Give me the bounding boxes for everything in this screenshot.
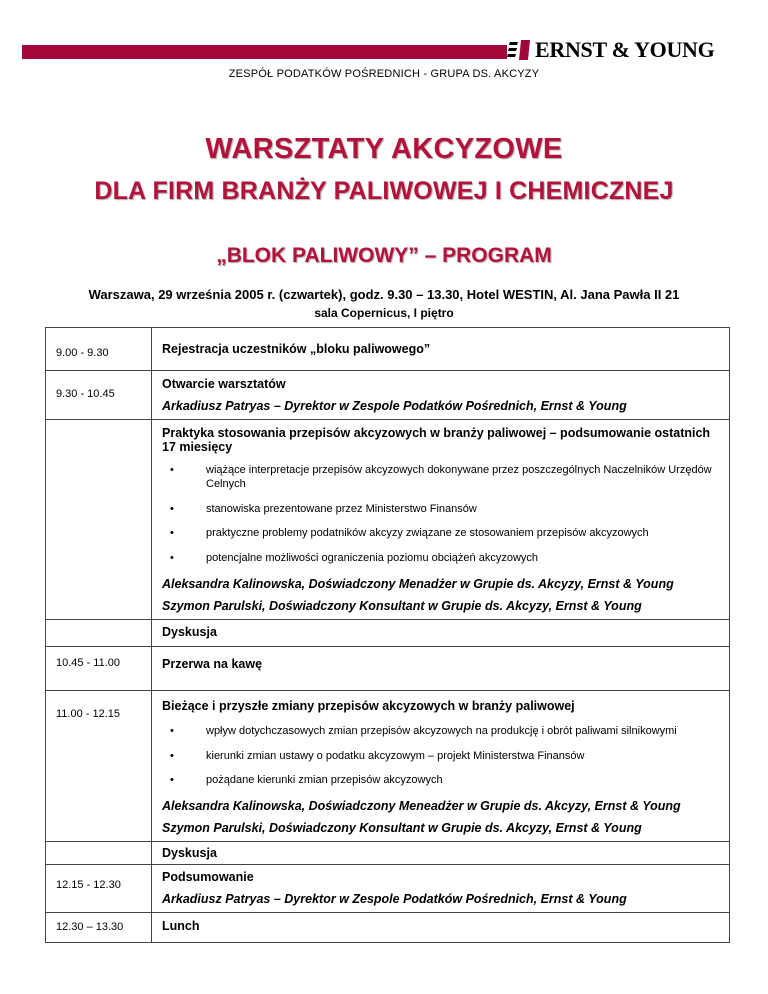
agenda-content [152,842,730,865]
page-subtitle: DLA FIRM BRANŻY PALIWOWEJ I CHEMICZNEJ [94,177,674,205]
agenda-content [152,690,730,841]
agenda-time [46,619,152,646]
agenda-row [46,619,730,646]
agenda-time: 12.30 – 13.30 [46,913,152,943]
agenda-time: 9.00 - 9.30 [46,328,152,371]
agenda-title: Dyskusja [162,624,217,639]
agenda-table [45,327,730,943]
agenda-bullet-list [162,464,721,566]
list-item: • pożądane kierunki zmian przepisów akcyzowych [170,774,443,787]
agenda-speaker: Arkadiusz Patryas – Dyrektor w Zespole Podatków Pośrednich, Ernst & Young [162,399,627,413]
program-title: „BLOK PALIWOWY” – PROGRAM [216,244,552,267]
agenda-speaker: Szymon Parulski, Doświadczony Konsultant w Grupie ds. Akcyzy, Ernst & Young [162,821,642,835]
agenda-title: Praktyka stosowania przepisów akcyzowych w branży paliwowej – podsumowanie ostatnich 17 miesięcy [162,426,711,454]
agenda-title: Otwarcie warsztatów [162,377,286,391]
agenda-content [152,646,730,690]
event-details: Warszawa, 29 września 2005 r. (czwartek), godz. 9.30 – 13.30, Hotel WESTIN, Al. Jana Pawła II 21 [88,287,680,302]
list-item: • praktyczne problemy podatników akcyzy związane ze stosowaniem przepisów akcyzowych [170,527,649,540]
agenda-speaker: Szymon Parulski, Doświadczony Konsultant w Grupie ds. Akcyzy, Ernst & Young [162,598,642,613]
ernst-young-logo [506,38,714,62]
agenda-time [46,420,152,620]
agenda-time: 9.30 - 10.45 [46,371,152,420]
agenda-speaker: Aleksandra Kalinowska, Doświadczony Meneadżer w Grupie ds. Akcyzy, Ernst & Young [162,799,681,813]
bullet-icon: • [170,552,174,564]
ey-logo-icon [506,39,532,61]
agenda-time: 11.00 - 12.15 [46,690,152,841]
agenda-row [46,371,730,420]
logo-text: ERNST & YOUNG [535,37,715,62]
agenda-title: Dyskusja [162,846,217,860]
list-item: • potencjalne możliwości ograniczenia poziomu obciążeń akcyzowych [170,552,539,564]
agenda-content [152,913,730,943]
bullet-icon: • [170,527,174,540]
department-subtitle: ZESPÓŁ PODATKÓW POŚREDNICH - GRUPA DS. AKCYZY [228,68,540,80]
agenda-row [46,646,730,690]
header-accent-bar [22,45,507,59]
bullet-icon: • [170,774,174,787]
bullet-icon: • [170,502,174,515]
agenda-title: Bieżące i przyszłe zmiany przepisów akcyzowych w branży paliwowej [162,698,575,713]
agenda-content [152,328,730,371]
list-item: • wpływ dotychczasowych zmian przepisów akcyzowych na produkcję i obrót paliwami silnikowymi [170,724,677,737]
agenda-title: Podsumowanie [162,870,254,884]
agenda-speaker: Arkadiusz Patryas – Dyrektor w Zespole Podatków Pośrednich, Ernst & Young [162,892,627,906]
event-room: sala Copernicus, I piętro [314,306,454,320]
agenda-time: 12.15 - 12.30 [46,865,152,913]
agenda-bullet-list [162,725,721,788]
bullet-icon: • [170,724,174,737]
agenda-title: Lunch [162,919,200,933]
page-title: WARSZTATY AKCYZOWE [205,133,563,165]
list-item: • kierunki zmian ustawy o podatku akcyzowym – projekt Ministerstwa Finansów [170,749,585,762]
agenda-row [46,913,730,943]
list-item: • stanowiska prezentowane przez Ministerstwo Finansów [170,502,477,515]
agenda-content [152,420,730,620]
bullet-icon: • [170,464,174,476]
agenda-content [152,865,730,913]
agenda-content [152,619,730,646]
agenda-title: Przerwa na kawę [162,656,263,671]
agenda-speaker: Aleksandra Kalinowska, Doświadczony Menadżer w Grupie ds. Akcyzy, Ernst & Young [162,576,674,591]
agenda-row [46,842,730,865]
list-item: • wiążące interpretacje przepisów akcyzowych dokonywane przez poszczególnych Naczelników Urzędów Celnych [170,464,712,490]
bullet-icon: • [170,749,174,762]
agenda-row [46,690,730,841]
agenda-time [46,842,152,865]
agenda-row [46,865,730,913]
agenda-content [152,371,730,420]
agenda-row [46,328,730,371]
agenda-row [46,420,730,620]
agenda-time: 10.45 - 11.00 [46,646,152,690]
agenda-title: Rejestracja uczestników „bloku paliwowego” [162,342,431,356]
